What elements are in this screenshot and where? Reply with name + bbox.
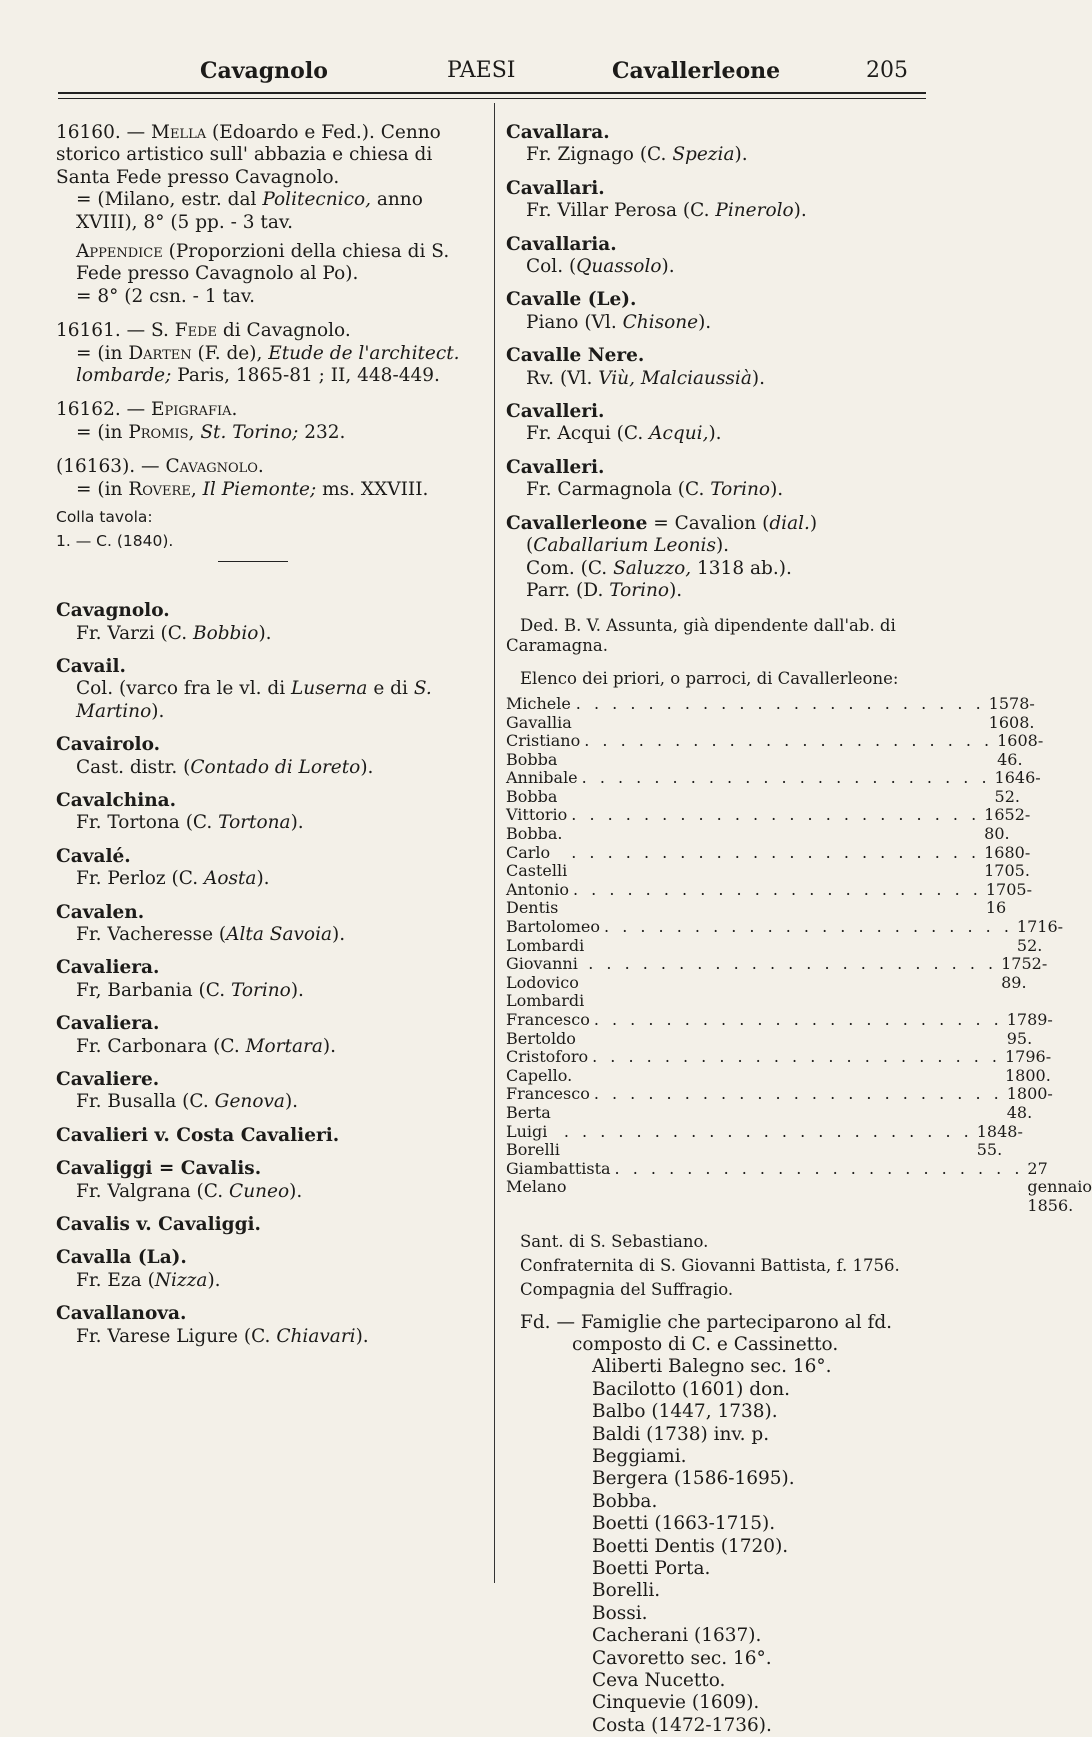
entry-gap — [56, 1203, 482, 1214]
dedication-note: Ded. B. V. Assunta, già dipendente dall'ab. di Caramagna. — [506, 616, 896, 656]
entry-gap — [56, 835, 482, 846]
location-text: ). — [793, 200, 807, 222]
leader-dots: . . . . . . . . . . . . . . . . . . . . . . . — [588, 954, 998, 974]
header-rule-thin — [58, 98, 926, 99]
prior-name: Vittorio Bobba. — [506, 805, 568, 844]
fief-heading: Fd. — Famiglie che parteciparono al fd. — [520, 1311, 893, 1333]
location-text: Fr. Perloz (C. — [76, 868, 204, 890]
family-item: Cavoretto sec. 16°. — [592, 1647, 772, 1669]
prior-years: 1578-1608. — [988, 693, 1035, 732]
prior-name: Luigi Borelli — [506, 1121, 560, 1160]
place-name: Cavaliggi = Cavalis. — [56, 1158, 262, 1180]
entry-gap — [56, 1292, 482, 1303]
location-text: Fr. Vacheresse ( — [76, 923, 227, 945]
leader-dots: . . . . . . . . . . . . . . . . . . . . . . . — [572, 879, 982, 899]
entry-gap — [56, 723, 482, 734]
prior-years: 1646-52. — [994, 768, 1041, 806]
prior-name: Bartolomeo Lombardi — [506, 917, 601, 955]
location-text: e di — [367, 678, 414, 700]
header-right-keyword: Cavallerleone — [612, 58, 781, 84]
place-entry — [506, 178, 930, 223]
place-location — [506, 200, 930, 222]
entry-gap — [506, 502, 930, 513]
prior-years: 1680-1705. — [984, 842, 1031, 881]
place-entry — [56, 957, 482, 1002]
entry-text: ) ( — [526, 512, 818, 557]
family-item: Baldi (1738) inv. p. — [592, 1423, 770, 1445]
location-text: ). — [256, 868, 270, 890]
place-entry — [56, 600, 482, 645]
prior-name: Cristoforo Capello. — [506, 1047, 589, 1085]
entry-text: = Cavalion ( — [647, 512, 770, 534]
place-entry — [56, 734, 482, 779]
entry-gap — [506, 167, 930, 178]
prior-name: Giovanni Lodovico Lombardi — [506, 954, 585, 1011]
book-title: St. Torino; — [200, 421, 299, 443]
location-ref: Nizza — [154, 1269, 208, 1291]
place-location — [56, 1270, 482, 1292]
entry-16161 — [56, 320, 482, 387]
company-note: Compagnia del Suffragio. — [520, 1279, 734, 1299]
family-item: Cacherani (1637). — [592, 1625, 762, 1647]
location-ref: Genova — [214, 1091, 285, 1113]
entry-subject: Epigrafia. — [151, 399, 238, 421]
location-text: Fr. Tortona (C. — [76, 812, 219, 834]
family-item: Boetti (1663-1715). — [592, 1513, 776, 1535]
place-name: Cavalle (Le). — [506, 289, 637, 311]
entry-text: = 8° (2 csn. - 1 tav. — [76, 285, 256, 307]
prior-row — [506, 917, 1064, 955]
leader-dots: . . . . . . . . . . . . . . . . . . . . . . . — [584, 731, 994, 751]
latin-name: Caballarium Leonis — [533, 535, 716, 557]
location-ref: Acqui, — [649, 423, 709, 445]
prior-years: 1789-95. — [1006, 1010, 1053, 1048]
location-ref: Viù, Malciaussià — [598, 367, 752, 389]
entry-text: anno XVIII), 8° (5 pp. - 3 tav. — [76, 189, 423, 233]
location-text: Fr. Zignago (C. — [526, 144, 673, 166]
location-text: ). — [151, 700, 165, 722]
entry-gap — [56, 779, 482, 790]
location-text: Fr. Carbonara (C. — [76, 1035, 246, 1057]
plate-item: 1. — C. (1840). — [56, 532, 174, 551]
location-text: ). — [207, 1269, 221, 1291]
place-location — [56, 868, 482, 890]
location-ref: Bobbio — [192, 622, 259, 644]
entry-16160 — [56, 122, 482, 308]
location-ref: Quassolo — [576, 256, 662, 278]
place-location — [506, 256, 930, 278]
entry-text: 16162. — — [56, 399, 151, 421]
section-divider — [218, 561, 288, 562]
location-text: Fr. Carmagnola (C. — [526, 479, 711, 501]
place-location — [56, 924, 482, 946]
location-ref: Cuneo — [229, 1180, 290, 1202]
entry-text: = (in — [76, 421, 129, 443]
prior-name: Antonio Dentis — [506, 879, 569, 918]
place-location — [56, 1326, 482, 1348]
location-ref: Contado di Loreto — [190, 756, 361, 778]
fief-subheading: composto di C. e Cassinetto. — [572, 1333, 839, 1355]
plate-note: Colla tavola: — [56, 508, 153, 527]
place-name: Cavaliera. — [56, 957, 160, 979]
book-title: Etude de l'architect. lombarde; — [76, 342, 460, 387]
place-name: Cavagnolo. — [56, 600, 170, 622]
prior-name: Cristiano Bobba — [506, 731, 581, 769]
place-location — [56, 1181, 482, 1203]
right-column — [506, 122, 1092, 1737]
location-text: Fr. Eza ( — [76, 1269, 155, 1291]
entry-gap — [506, 446, 930, 457]
location-text: ). — [289, 1180, 303, 1202]
entry-gap — [56, 1348, 482, 1359]
entry-subject: Fede — [174, 320, 218, 342]
prior-row — [506, 731, 1044, 769]
entry-text: = (in — [76, 342, 129, 364]
place-entry — [56, 1303, 482, 1348]
prior-row — [506, 1121, 1023, 1160]
entry-text: (Proporzioni della chiesa di S. Fede presso Cavagnolo al Po). — [76, 241, 450, 285]
leader-dots: . . . . . . . . . . . . . . . . . . . . . . . — [614, 1158, 1024, 1178]
entry-gap — [56, 1002, 482, 1013]
place-name: Cavalen. — [56, 901, 145, 923]
entry-text: ). — [715, 535, 730, 557]
priors-heading: Elenco dei priori, o parroci, di Cavallerleone: — [520, 669, 899, 689]
location-text: Fr. Acqui (C. — [526, 423, 650, 445]
location-text: ). — [751, 367, 765, 389]
place-name: Cavallaria. — [506, 233, 617, 255]
leader-dots: . . . . . . . . . . . . . . . . . . . . . . . — [593, 1084, 1003, 1104]
place-entry — [56, 902, 482, 947]
prior-name: Francesco Berta — [506, 1084, 590, 1122]
book-title: Il Piemonte; — [202, 478, 317, 500]
prior-years: 1796-1800. — [1005, 1047, 1052, 1085]
location-text: Fr. Villar Perosa (C. — [526, 200, 716, 222]
location-text: Piano (Vl. — [526, 311, 623, 333]
sanctuary-note: Sant. di S. Sebastiano. — [520, 1231, 709, 1251]
location-ref: S. Martino — [76, 678, 432, 722]
location-text: Cast. distr. ( — [76, 756, 191, 778]
location-text: Fr, Barbania (C. — [76, 979, 231, 1001]
entry-text: 16160. — — [56, 122, 151, 143]
location-text: Col. (varco fra le vl. di — [76, 678, 292, 700]
entry-text: di Cavagnolo. — [217, 320, 351, 342]
prior-years: 1848-55. — [976, 1121, 1023, 1160]
left-column — [56, 122, 482, 1359]
place-location — [56, 812, 482, 834]
family-item: Cinquevie (1609). — [592, 1692, 760, 1714]
place-location — [506, 312, 930, 334]
location-text: ). — [290, 979, 304, 1001]
entry-gap — [56, 1114, 482, 1125]
prior-row — [506, 693, 1035, 732]
location-text: Fr. Busalla (C. — [76, 1091, 215, 1113]
location-text: ). — [284, 1091, 299, 1113]
family-item: Aliberti Balegno sec. 16°. — [592, 1356, 832, 1378]
leader-dots: . . . . . . . . . . . . . . . . . . . . . . . — [592, 1047, 1001, 1067]
leader-dots: . . . . . . . . . . . . . . . . . . . . . . . — [571, 842, 981, 862]
entry-text: Com. (C. — [526, 557, 614, 579]
place-location — [56, 678, 482, 723]
column-divider — [494, 103, 495, 1583]
place-name: Cavalle Nere. — [506, 345, 645, 367]
family-item: Beggiami. — [592, 1445, 687, 1467]
family-item: Bergera (1586-1695). — [592, 1468, 795, 1490]
family-item: Borelli. — [592, 1580, 661, 1602]
entry-gap — [56, 891, 482, 902]
entry-text: 232. — [298, 421, 346, 443]
family-item: Bobba. — [592, 1490, 658, 1512]
place-location — [56, 623, 482, 645]
location-ref: Spezia — [672, 144, 735, 166]
place-name: Cavairolo. — [56, 734, 161, 756]
location-text: Col. ( — [526, 256, 577, 278]
entry-text: = (Milano, estr. dal — [76, 189, 263, 211]
location-ref: Mortara — [245, 1035, 323, 1057]
entry-gap — [56, 1058, 482, 1069]
left-place-list — [56, 600, 482, 1359]
priors-list — [506, 693, 1092, 1216]
place-name: Cavallari. — [506, 177, 605, 199]
place-name: Cavallanova. — [56, 1303, 187, 1325]
family-item: Boetti Porta. — [592, 1558, 711, 1579]
location-ref: Chiavari — [276, 1325, 356, 1347]
location-text: Fr. Varese Ligure (C. — [76, 1325, 277, 1347]
entry-text: = (in — [76, 478, 129, 500]
entry-text: Parr. (D. — [526, 579, 610, 601]
place-entry — [56, 1214, 482, 1236]
family-item: Costa (1472-1736). — [592, 1714, 772, 1736]
place-name: Cavalieri v. Costa Cavalieri. — [56, 1124, 340, 1146]
author-name: Darten — [128, 342, 192, 364]
location-text: ). — [661, 256, 675, 278]
place-location — [506, 144, 930, 166]
place-name: Cavalis v. Cavaliggi. — [56, 1214, 261, 1236]
prior-years: 1752-89. — [1001, 954, 1048, 992]
location-ref: Torino — [710, 479, 771, 501]
location-ref: Alta Savoia — [226, 923, 333, 945]
prior-row — [506, 1010, 1053, 1048]
location-text: Fr. Valgrana (C. — [76, 1180, 230, 1202]
location-text: Rv. (Vl. — [526, 367, 599, 389]
entry-text: ms. XXVIII. — [316, 478, 429, 500]
place-entry — [56, 1247, 482, 1292]
prior-years: 27 gennaio 1856. — [1027, 1158, 1092, 1215]
location-text: ). — [708, 423, 722, 445]
family-list — [506, 1356, 930, 1737]
place-name: Cavalé. — [56, 845, 131, 867]
prior-row — [506, 879, 1032, 918]
place-entry — [506, 234, 930, 279]
entry-text: ). — [669, 579, 683, 601]
place-entry — [56, 1158, 482, 1203]
location-ref: Tortona — [218, 812, 291, 834]
prior-years: 1608-46. — [997, 731, 1044, 769]
prior-row — [506, 1084, 1053, 1122]
leader-dots: . . . . . . . . . . . . . . . . . . . . . . . — [604, 917, 1013, 937]
place-entry — [56, 1125, 482, 1147]
dialect-note: dial. — [769, 512, 810, 534]
author-name: Rovere, — [128, 478, 197, 500]
place-name: Cavallerleone — [506, 512, 648, 534]
place-entry — [56, 656, 482, 723]
prior-name: Francesco Bertoldo — [506, 1010, 590, 1048]
header-section: PAESI — [447, 58, 516, 83]
place-entry — [506, 122, 930, 167]
prior-row — [506, 1047, 1052, 1085]
entry-gap — [56, 1147, 482, 1158]
place-ref: Saluzzo, — [613, 557, 692, 579]
prior-row — [506, 954, 1048, 1011]
header-rule — [58, 92, 926, 94]
entry-gap — [56, 1236, 482, 1247]
place-entry — [506, 401, 930, 446]
journal-title: Politecnico, — [262, 189, 371, 211]
confraternity-note: Confraternita di S. Giovanni Battista, f. 1756. — [520, 1255, 900, 1275]
location-text: ). — [734, 144, 748, 166]
place-name: Cavaliere. — [56, 1069, 160, 1090]
family-item: Bossi. — [592, 1602, 648, 1624]
entry-subject: Cavagnolo. — [165, 456, 264, 478]
place-location — [56, 1091, 482, 1113]
location-text: ). — [332, 923, 346, 945]
location-ref: Aosta — [203, 868, 257, 890]
prior-years: 1705-16 — [985, 879, 1032, 918]
entry-text: (F. de), — [191, 342, 269, 364]
entry-text: (Edoardo e Fed.). Cenno storico artistico sull' abbazia e chiesa di Santa Fede presso Cavagnolo. — [56, 122, 441, 188]
leader-dots: . . . . . . . . . . . . . . . . . . . . . . . — [581, 768, 991, 788]
leader-dots: . . . . . . . . . . . . . . . . . . . . . . . — [563, 1121, 973, 1141]
entry-text: (16163). — — [56, 456, 166, 478]
prior-name: Carlo Castelli — [506, 842, 568, 881]
place-name: Cavail. — [56, 655, 126, 677]
location-ref: Pinerolo — [715, 200, 794, 222]
place-entry — [56, 1069, 482, 1114]
place-entry — [506, 457, 930, 502]
place-location — [56, 1036, 482, 1058]
location-ref: Torino — [230, 979, 291, 1001]
place-entry — [56, 846, 482, 891]
entry-16163 — [56, 456, 482, 551]
location-text: ). — [290, 812, 304, 834]
prior-name: Annibale Bobba — [506, 768, 578, 806]
entry-text: 1318 ab.). — [691, 557, 792, 579]
place-name: Cavalla (La). — [56, 1247, 187, 1269]
entry-cavallerleone — [506, 512, 1092, 1737]
place-entry — [56, 1013, 482, 1058]
family-item: Boetti Dentis (1720). — [592, 1535, 789, 1557]
location-ref: Chisone — [622, 311, 699, 333]
entry-gap — [506, 390, 930, 401]
leader-dots: . . . . . . . . . . . . . . . . . . . . . . . — [571, 805, 981, 825]
entry-text: Paris, 1865-81 ; II, 448-449. — [171, 365, 440, 387]
prior-years: 1652-80. — [984, 805, 1031, 844]
location-text: ). — [770, 479, 784, 501]
place-entry — [506, 289, 930, 334]
family-item: Balbo (1447, 1738). — [592, 1401, 778, 1423]
entry-gap — [506, 334, 930, 345]
leader-dots: . . . . . . . . . . . . . . . . . . . . . . . — [575, 693, 985, 713]
place-ref: Torino — [609, 579, 670, 601]
author-name: Promis, — [128, 421, 195, 443]
location-text: ). — [322, 1035, 336, 1057]
place-entry — [56, 790, 482, 835]
place-location — [506, 423, 930, 445]
prior-row — [506, 768, 1041, 806]
prior-row — [506, 1158, 1092, 1216]
entry-text: 16161. — S. — [56, 320, 175, 342]
place-location — [56, 980, 482, 1002]
prior-name: Giambattista Melano — [506, 1158, 611, 1197]
location-text: ). — [698, 311, 712, 333]
prior-years: 1716-52. — [1016, 917, 1064, 955]
place-name: Cavalchina. — [56, 789, 177, 811]
location-text: ). — [355, 1325, 369, 1347]
prior-row — [506, 805, 1031, 844]
appendix-label: Appendice — [76, 241, 163, 263]
location-ref: Luserna — [291, 678, 368, 700]
prior-name: Michele Gavallia — [506, 693, 572, 732]
entry-16162 — [56, 399, 482, 444]
header-left-keyword: Cavagnolo — [200, 58, 328, 84]
place-entry — [506, 345, 930, 390]
prior-row — [506, 842, 1031, 881]
leader-dots: . . . . . . . . . . . . . . . . . . . . . . . — [593, 1010, 1003, 1029]
entry-gap — [56, 645, 482, 656]
entry-gap — [506, 278, 930, 289]
right-place-list — [506, 122, 930, 513]
entry-gap — [56, 946, 482, 957]
place-name: Cavaliera. — [56, 1013, 160, 1035]
place-location — [56, 757, 482, 779]
location-text: Fr. Varzi (C. — [76, 622, 193, 644]
prior-years: 1800-48. — [1006, 1084, 1053, 1122]
location-text: ). — [258, 622, 272, 644]
place-name: Cavalleri. — [506, 456, 605, 478]
family-item: Bacilotto (1601) don. — [592, 1378, 791, 1400]
page-number: 205 — [866, 58, 908, 83]
location-text: ). — [360, 756, 374, 778]
place-location — [506, 368, 930, 390]
entry-gap — [506, 223, 930, 234]
family-item: Ceva Nucetto. — [592, 1670, 726, 1692]
place-name: Cavalleri. — [506, 401, 605, 423]
place-location — [506, 479, 930, 501]
author-name: Mella — [151, 122, 207, 143]
place-name: Cavallara. — [506, 122, 610, 143]
